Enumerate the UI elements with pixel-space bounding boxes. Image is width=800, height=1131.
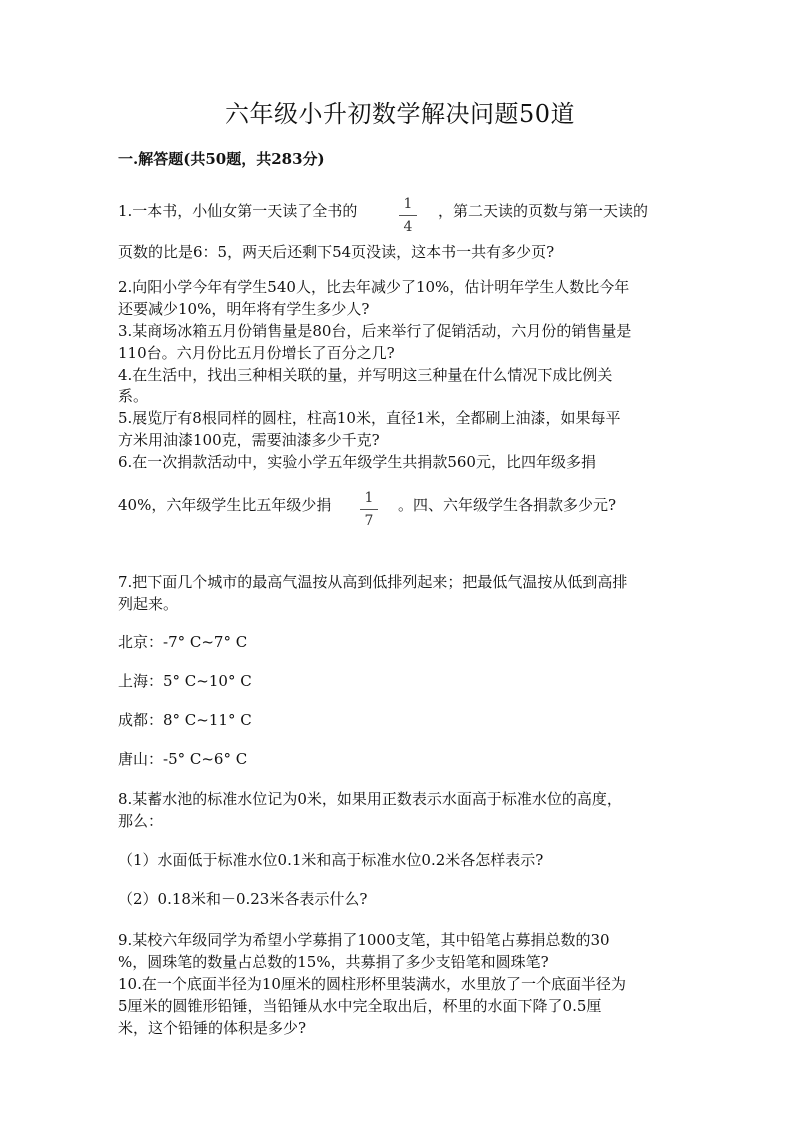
q6-line2-before: 40%，六年级学生比五年级少捐: [118, 496, 332, 514]
q7-city-chengdu: 成都：8° C~11° C: [118, 711, 252, 729]
q6-fraction-denominator: 7: [364, 513, 374, 529]
q2-line2: 还要减少10%，明年将有学生多少人?: [118, 300, 370, 318]
q8-line1: 8.某蓄水池的标准水位记为0米，如果用正数表示水面高于标准水位的高度，: [118, 790, 622, 808]
q3-line2: 110台。六月份比五月份增长了百分之几?: [118, 344, 395, 362]
q6-line2-after: 。四、六年级学生各捐款多少元?: [398, 496, 617, 514]
q3-line1: 3.某商场冰箱五月份销售量是80台，后来举行了促销活动，六月份的销售量是: [118, 322, 632, 340]
q1-line2: 页数的比是6：5，两天后还剩下54页没读，这本书一共有多少页?: [118, 243, 555, 261]
q2-line1: 2.向阳小学今年有学生540人，比去年减少了10%，估计明年学生人数比今年: [118, 278, 630, 296]
fraction-bar: [399, 215, 417, 216]
q9-line1: 9.某校六年级同学为希望小学募捐了1000支笔，其中铅笔占募捐总数的30: [118, 931, 610, 949]
q7-city-shanghai: 上海：5° C~10° C: [118, 672, 252, 690]
fraction-bar: [360, 509, 378, 510]
q4-line2: 系。: [118, 387, 149, 405]
q1-fraction: [399, 196, 417, 235]
q10-line2: 5厘米的圆锥形铅锤，当铅锤从水中完全取出后，杯里的水面下降了0.5厘: [118, 997, 602, 1015]
section-heading: 一.解答题(共50题，共283分): [118, 150, 325, 168]
q5-line2: 方米用油漆100克，需要油漆多少千克?: [118, 431, 380, 449]
q9-line2: %，圆珠笔的数量占总数的15%，共募捐了多少支铅笔和圆珠笔?: [118, 953, 549, 971]
q6-fraction-numerator: 1: [364, 490, 374, 506]
q6-line1: 6.在一次捐款活动中，实验小学五年级学生共捐款560元，比四年级多捐: [118, 453, 596, 471]
q1-line1-before: 1.一本书，小仙女第一天读了全书的: [118, 202, 358, 220]
q7-city-tangshan: 唐山：-5° C~6° C: [118, 750, 248, 768]
q8-sub2: （2）0.18米和－0.23米各表示什么?: [118, 890, 368, 908]
q4-line1: 4.在生活中，找出三种相关联的量，并写明这三种量在什么情况下成比例关: [118, 366, 613, 384]
q5-line1: 5.展览厅有8根同样的圆柱，柱高10米，直径1米，全都刷上油漆，如果每平: [118, 409, 621, 427]
q7-line1: 7.把下面几个城市的最高气温按从高到低排列起来；把最低气温按从低到高排: [118, 573, 628, 591]
q8-sub1: （1）水面低于标准水位0.1米和高于标准水位0.2米各怎样表示?: [118, 851, 544, 869]
q1-fraction-denominator: 4: [403, 219, 413, 235]
q7-city-beijing: 北京：-7° C~7° C: [118, 633, 248, 651]
q8-line2: 那么：: [118, 812, 164, 830]
q6-fraction: [360, 490, 378, 529]
q10-line1: 10.在一个底面半径为10厘米的圆柱形杯里装满水，水里放了一个底面半径为: [118, 975, 626, 993]
q10-line3: 米，这个铅锤的体积是多少?: [118, 1019, 307, 1037]
q7-line2: 列起来。: [118, 595, 179, 613]
q1-fraction-numerator: 1: [403, 196, 413, 212]
page-title: 六年级小升初数学解决问题50道: [224, 100, 576, 128]
q1-line1-after: ，第二天读的页数与第一天读的: [438, 202, 649, 220]
